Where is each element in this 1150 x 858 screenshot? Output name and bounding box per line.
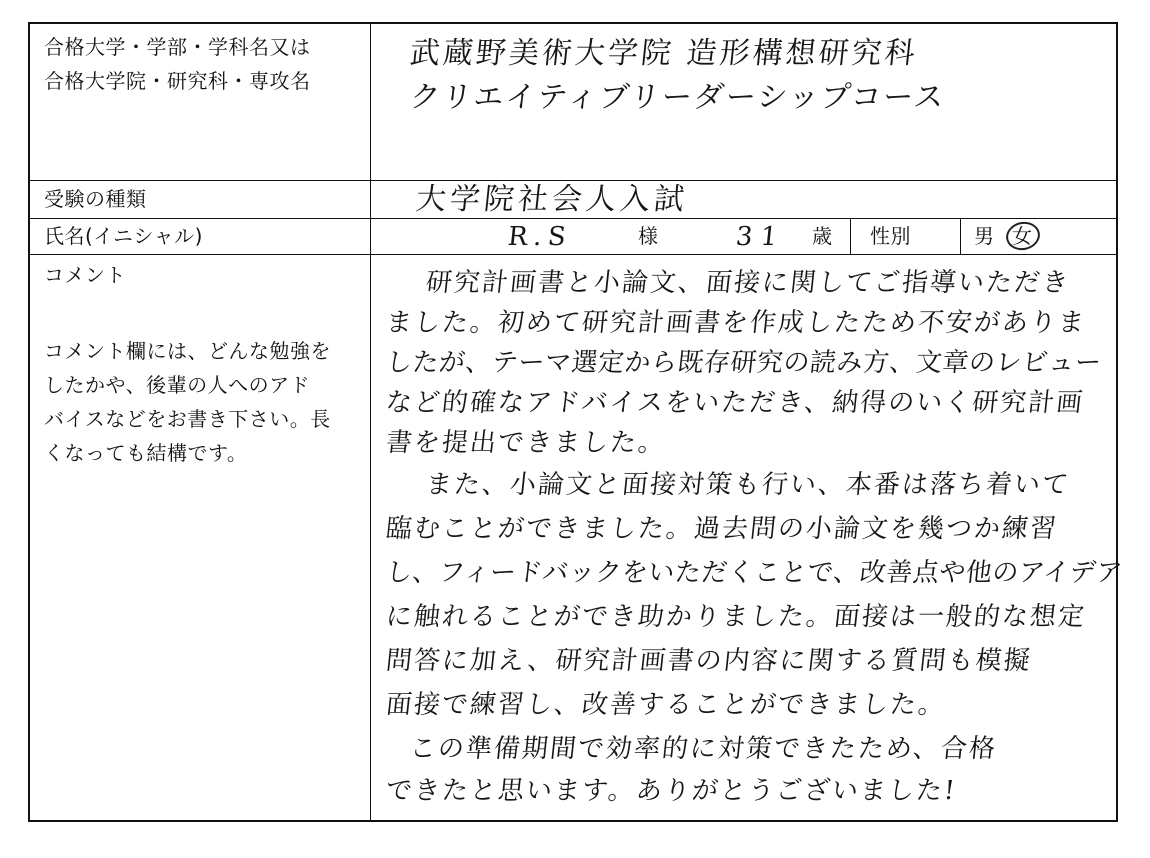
gender-divider [960, 218, 961, 254]
university-answer-line1: 武蔵野美術大学院 造形構想研究科 [408, 36, 920, 71]
name-label: 氏名(イニシャル) [44, 224, 203, 248]
university-label-line1: 合格大学・学部・学科名又は [44, 35, 311, 59]
row-divider-3 [30, 254, 1116, 255]
comment-note-line1: コメント欄には、どんな勉強を [44, 339, 331, 363]
comment-line-3: したが、テーマ選定から既存研究の読み方、文章のレビュー [384, 348, 1104, 378]
gender-female-option: 女 [1012, 224, 1033, 248]
comment-line-13: できたと思います。ありがとうございました! [384, 776, 958, 806]
university-label-line2: 合格大学院・研究科・専攻名 [44, 69, 311, 93]
row-divider-2 [30, 218, 1116, 219]
comment-line-7: 臨むことができました。過去問の小論文を幾つか練習 [384, 514, 1060, 544]
comment-line-11: 面接で練習し、改善することができました。 [384, 690, 948, 720]
comment-note-line3: バイスなどをお書き下さい。長 [44, 407, 331, 431]
comment-line-6: また、小論文と面接対策も行い、本番は落ち着いて [424, 470, 1072, 500]
honorific-label: 様 [638, 224, 659, 248]
testimonial-form [28, 22, 1125, 822]
comment-label: コメント [44, 263, 126, 287]
gender-selection-circle [1003, 219, 1042, 253]
age-divider [850, 218, 851, 254]
gender-male-option: 男 [974, 224, 995, 248]
comment-note-line2: したかや、後輩の人へのアド [44, 373, 311, 397]
comment-line-10: 問答に加え、研究計画書の内容に関する質問も模擬 [384, 646, 1034, 676]
comment-line-9: に触れることができ助かりました。面接は一般的な想定 [384, 602, 1088, 632]
column-divider [370, 24, 371, 820]
exam-type-answer: 大学院社会人入試 [414, 182, 690, 217]
initials-answer: R.S [506, 222, 574, 252]
age-unit-label: 歳 [812, 224, 833, 248]
comment-line-5: 書を提出できました。 [384, 428, 668, 458]
exam-type-label: 受験の種類 [44, 187, 147, 211]
comment-note-line4: くなっても結構です。 [44, 441, 248, 465]
comment-line-12: この準備期間で効率的に対策できたため、合格 [408, 734, 999, 764]
gender-label: 性別 [870, 224, 911, 248]
comment-line-4: など的確なアドバイスをいただき、納得のいく研究計画 [384, 388, 1086, 418]
comment-line-8: し、フィードバックをいただくことで、改善点や他のアイデア [384, 558, 1125, 588]
comment-line-1: 研究計画書と小論文、面接に関してご指導いただき [424, 268, 1072, 298]
row-divider-1 [30, 180, 1116, 181]
comment-line-2: ました。初めて研究計画書を作成したため不安がありま [384, 308, 1088, 338]
comment-answer [384, 258, 1125, 818]
university-answer-line2: クリエイティブリーダーシップコース [408, 80, 948, 115]
age-answer: 31 [734, 222, 787, 252]
